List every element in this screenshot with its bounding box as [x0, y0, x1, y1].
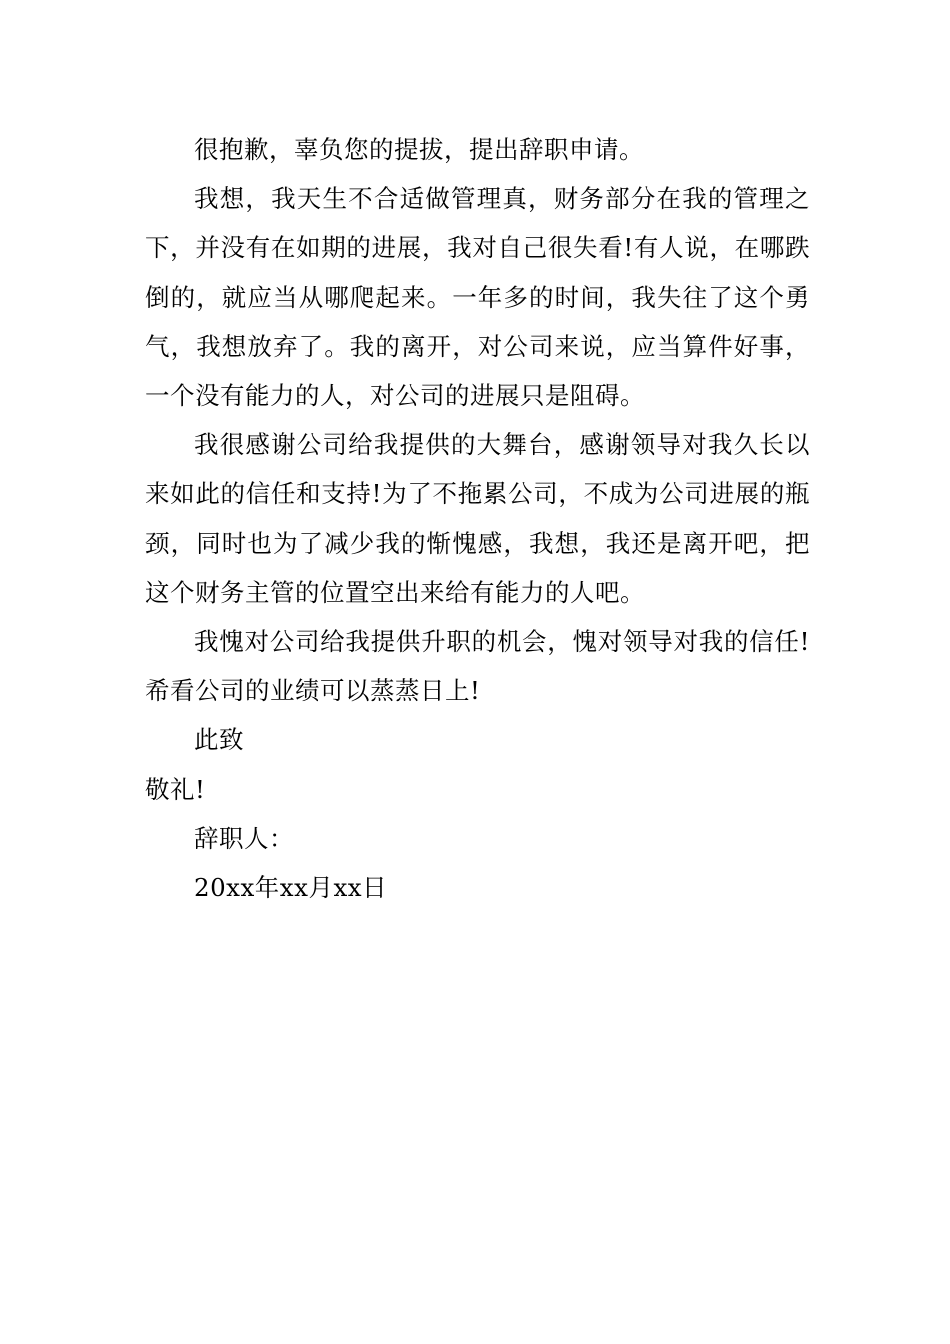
salutation: 敬礼! — [145, 774, 206, 804]
paragraph-gratitude: 我很感谢公司给我提供的大舞台，感谢领导对我久长以来如此的信任和支持!为了不拖累公司，不成为公司进展的瓶颈，同时也为了减少我的惭愧感，我想，我还是离开吧，把这个财务主管的位置空出来给有能力的人吧。 — [145, 430, 810, 607]
paragraph-opening: 很抱歉，辜负您的提拔，提出辞职申请。 — [194, 135, 644, 164]
letter-body — [145, 125, 810, 912]
letter-date: 20xx年xx月xx日 — [194, 873, 388, 903]
signature-label: 辞职人： — [194, 823, 294, 853]
paragraph-reason: 我想，我天生不合适做管理真，财务部分在我的管理之下，并没有在如期的进展，我对自己很失看!有人说，在哪跌倒的，就应当从哪爬起来。一年多的时间，我失往了这个勇气，我想放弃了。我的离开，对公司来说，应当算件好事，一个没有能力的人，对公司的进展只是阻碍。 — [145, 184, 810, 411]
closing-phrase: 此致 — [194, 725, 244, 755]
paragraph-apology: 我愧对公司给我提供升职的机会，愧对领导对我的信任!希看公司的业绩可以蒸蒸日上! — [145, 627, 810, 706]
